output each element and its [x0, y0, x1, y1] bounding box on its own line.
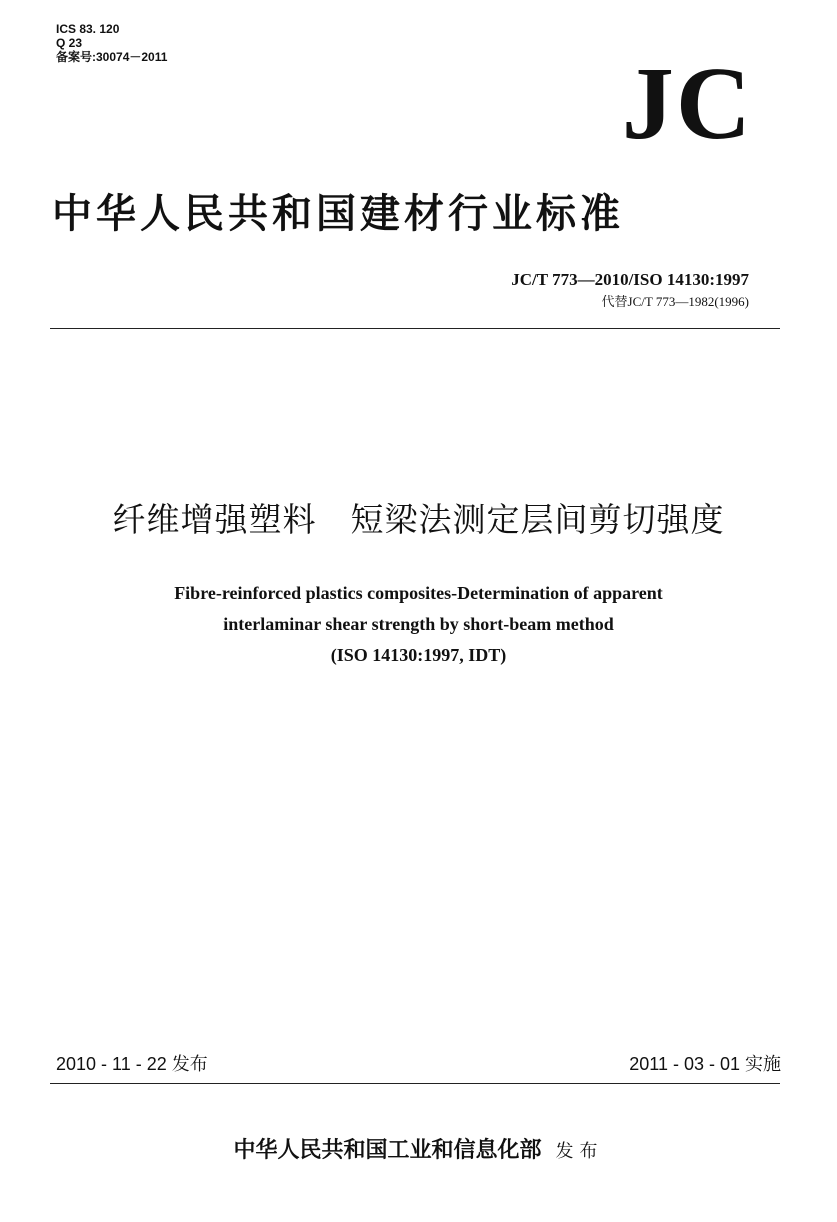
english-title-line-3: (ISO 14130:1997, IDT)	[330, 645, 507, 665]
publisher-name: 中华人民共和国工业和信息化部	[233, 1137, 542, 1163]
classification-code: Q 23	[56, 36, 83, 50]
standard-metadata	[56, 22, 167, 64]
publisher-suffix: 发布	[555, 1141, 604, 1162]
document-title-chinese: 纤维增强塑料 短梁法测定层间剪切强度	[112, 500, 725, 539]
implementation-date: 2011 - 03 - 01 实施	[629, 1054, 781, 1074]
document-title-english	[0, 578, 837, 671]
standard-number: JC/T 773—2010/ISO 14130:1997	[511, 270, 749, 289]
english-title-line-2: interlaminar shear strength by short-beam method	[223, 614, 614, 634]
issue-date: 2010 - 11 - 22 发布	[56, 1054, 208, 1074]
ics-code: ICS 83. 120	[56, 22, 120, 36]
publisher-line	[0, 1133, 837, 1164]
english-title-line-1: Fibre-reinforced plastics composites-Determination of apparent	[174, 583, 663, 603]
jc-logo: JC	[621, 46, 753, 161]
record-number: 备案号:30074－2011	[56, 50, 168, 64]
header-divider	[50, 328, 780, 329]
footer-divider	[50, 1083, 780, 1084]
standard-category-title: 中华人民共和国建材行业标准	[52, 190, 624, 237]
standard-number-block	[511, 270, 749, 310]
replaces-standard: 代替JC/T 773—1982(1996)	[601, 294, 749, 309]
